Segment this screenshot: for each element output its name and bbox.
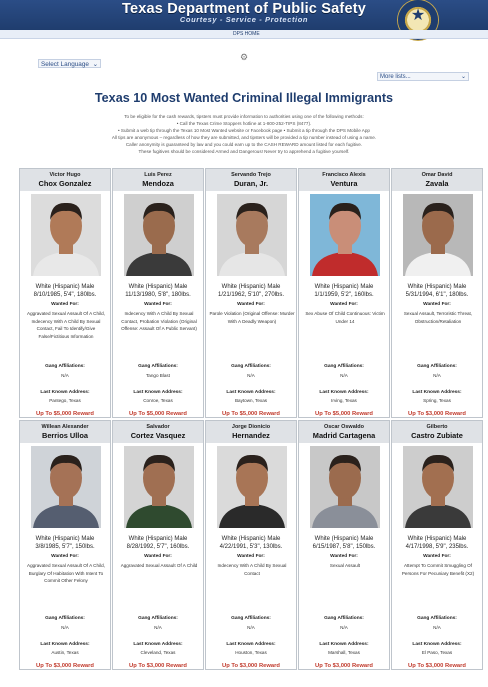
fugitive-description [20, 535, 110, 551]
intro-line: These fugitives should be considered Armed and Dangerous! Never try to apprehend a fugitive yourself. [138, 149, 350, 154]
fugitive-dob-height-weight: 11/13/1980, 5'8", 180lbs. [125, 292, 191, 298]
fugitive-race-sex: White (Hispanic) Male [221, 536, 281, 542]
reward-amount: Up To $5,000 Reward [36, 411, 94, 417]
gang-affiliations-label: Gang Affiliations: [45, 364, 85, 369]
wanted-for-text: Sexual Assault [329, 563, 361, 568]
fugitive-race-sex: White (Hispanic) Male [128, 536, 188, 542]
fugitive-description [206, 283, 296, 299]
more-lists-label: More lists... [380, 74, 411, 80]
wanted-for-label: Wanted For: [144, 554, 172, 559]
mugshot-portrait [310, 194, 380, 276]
fugitive-first-name[interactable]: Gilberto [426, 424, 448, 430]
intro-line: All tips are anonymous – regardless of how they are submitted, and tipsters will be provided a tip number instead of using a name. [111, 135, 377, 140]
select-language-label: Select Language [41, 61, 89, 68]
wanted-for-text: Aggravated Sexual Assault Of A Child, Indecency With A Child By Sexual Contact, Fail To Identify/Give False/Fictitious Information [27, 311, 105, 339]
fugitive-last-name[interactable]: Mendoza [142, 179, 174, 188]
gang-affiliations-value: N/A [154, 625, 162, 630]
last-known-address-label: Last Known Address: [40, 390, 90, 395]
fugitive-card[interactable] [112, 420, 204, 670]
gang-affiliations-value: N/A [340, 373, 348, 378]
gang-affiliations-value: N/A [433, 373, 441, 378]
fugitive-card[interactable] [205, 168, 297, 418]
reward-amount: Up To $5,000 Reward [222, 411, 280, 417]
fugitive-race-sex: White (Hispanic) Male [35, 284, 95, 290]
last-known-address-label: Last Known Address: [133, 642, 183, 647]
mugshot-portrait [403, 194, 473, 276]
last-known-address-label: Last Known Address: [412, 390, 462, 395]
wanted-for-text: Aggravated Sexual Assault Of A Child, Burglary Of Habitation With Intent To Commit Other Felony [27, 563, 105, 584]
last-known-address-value: Baytown, Texas [234, 398, 268, 403]
fugitive-photo[interactable] [310, 446, 380, 528]
fugitive-description [299, 535, 389, 551]
wanted-for-text: Sex Abuse Of Child Continuous: Victim Under 14 [305, 311, 385, 324]
wanted-for-label: Wanted For: [330, 554, 358, 559]
fugitive-dob-height-weight: 4/22/1991, 5'3", 130lbs. [219, 544, 283, 550]
fugitive-description [206, 535, 296, 551]
intro-line: Caller anonymity is guaranteed by law and you could earn up to the CASH REWARD amount listed for each fugitive. [125, 142, 363, 147]
gang-affiliations-label: Gang Affiliations: [417, 616, 457, 621]
wanted-for-label: Wanted For: [423, 302, 451, 307]
wanted-for-label: Wanted For: [51, 302, 79, 307]
mugshot-portrait [310, 446, 380, 528]
chevron-down-icon: ⌄ [460, 74, 466, 80]
fugitive-last-name[interactable]: Madrid Cartagena [312, 431, 376, 440]
fugitive-last-name[interactable]: Chox Gonzalez [38, 179, 92, 188]
mugshot-portrait [124, 194, 194, 276]
wanted-for-text: Indecency With A Child By Sexual Contact [217, 563, 287, 576]
fugitive-race-sex: White (Hispanic) Male [314, 284, 374, 290]
last-known-address-value: El Paso, Texas [421, 650, 453, 655]
mugshot-portrait [217, 446, 287, 528]
wanted-for-label: Wanted For: [144, 302, 172, 307]
fugitive-photo[interactable] [217, 194, 287, 276]
fugitive-first-name[interactable]: Oscar Oswaldo [323, 424, 365, 430]
fugitive-last-name[interactable]: Cortez Vasquez [130, 431, 186, 440]
site-title[interactable]: Texas Department of Public Safety [121, 1, 367, 17]
fugitive-card[interactable] [298, 168, 390, 418]
fugitive-card[interactable] [391, 420, 483, 670]
reward-amount: Up To $5,000 Reward [129, 411, 187, 417]
fugitive-first-name[interactable]: Omar David [421, 172, 453, 178]
mugshot-portrait [217, 194, 287, 276]
wanted-for-label: Wanted For: [423, 554, 451, 559]
gang-affiliations-label: Gang Affiliations: [138, 616, 178, 621]
nav-dps-home-link[interactable]: DPS HOME [233, 31, 260, 37]
wanted-for-label: Wanted For: [237, 302, 265, 307]
fugitive-photo[interactable] [403, 194, 473, 276]
fugitive-first-name[interactable]: Servando Trejo [231, 172, 271, 178]
gang-affiliations-label: Gang Affiliations: [138, 364, 178, 369]
fugitive-description [299, 283, 389, 299]
gang-affiliations-value: N/A [433, 625, 441, 630]
reward-amount: Up To $3,000 Reward [408, 663, 466, 669]
fugitive-first-name[interactable]: Willean Alexander [41, 424, 89, 430]
reward-amount: Up To $3,000 Reward [408, 411, 466, 417]
last-known-address-value: Irving, Texas [331, 398, 357, 403]
fugitive-race-sex: White (Hispanic) Male [128, 284, 188, 290]
gang-affiliations-label: Gang Affiliations: [45, 616, 85, 621]
last-known-address-label: Last Known Address: [40, 642, 90, 647]
last-known-address-label: Last Known Address: [412, 642, 462, 647]
fugitive-last-name[interactable]: Hernandez [232, 431, 270, 440]
fugitive-card[interactable] [391, 168, 483, 418]
fugitive-description [113, 535, 203, 551]
fugitive-dob-height-weight: 1/21/1962, 5'10", 270lbs. [218, 292, 284, 298]
last-known-address-value: Pantego, Texas [49, 398, 81, 403]
gang-affiliations-label: Gang Affiliations: [324, 616, 364, 621]
fugitive-first-name[interactable]: Luis Perez [144, 172, 172, 178]
fugitive-card[interactable] [112, 168, 204, 418]
fugitive-dob-height-weight: 3/8/1985, 5'7", 150lbs. [35, 544, 95, 550]
fugitive-dob-height-weight: 8/10/1985, 5'4", 180lbs. [33, 292, 97, 298]
gang-affiliations-value: N/A [61, 625, 69, 630]
fugitive-race-sex: White (Hispanic) Male [407, 284, 467, 290]
fugitive-race-sex: White (Hispanic) Male [407, 536, 467, 542]
gang-affiliations-value: Tango Blast [145, 373, 170, 378]
wanted-for-label: Wanted For: [237, 554, 265, 559]
intro-line: • Call the Texas Crime Stoppers hotline at 1-800-252-TIPS (8477). [176, 121, 312, 126]
fugitive-last-name[interactable]: Zavala [425, 179, 449, 188]
fugitive-first-name[interactable]: Francisco Alexis [322, 172, 366, 178]
last-known-address-value: Houston, Texas [235, 650, 267, 655]
gang-affiliations-label: Gang Affiliations: [231, 364, 271, 369]
fugitive-description [113, 283, 203, 299]
fugitive-description [392, 535, 482, 551]
reward-amount: Up To $5,000 Reward [315, 411, 373, 417]
more-lists-dropdown[interactable] [377, 72, 469, 81]
fugitive-first-name[interactable]: Victor Hugo [49, 172, 81, 178]
wanted-for-text: Parole Violation (Original Offense: Murder With A Deadly Weapon) [209, 311, 295, 324]
fugitive-last-name[interactable]: Duran, Jr. [233, 179, 269, 188]
fugitive-first-name[interactable]: Jorge Dionicio [231, 424, 271, 430]
chevron-down-icon: ⌄ [92, 61, 98, 68]
fugitive-photo[interactable] [31, 446, 101, 528]
fugitive-dob-height-weight: 5/31/1994, 6'1", 180lbs. [405, 292, 469, 298]
fugitive-dob-height-weight: 6/15/1987, 5'8", 150lbs. [312, 544, 376, 550]
fugitive-race-sex: White (Hispanic) Male [221, 284, 281, 290]
fugitive-photo[interactable] [310, 194, 380, 276]
gang-affiliations-value: N/A [247, 373, 255, 378]
wanted-for-label: Wanted For: [51, 554, 79, 559]
reward-amount: Up To $3,000 Reward [222, 663, 280, 669]
fugitive-last-name[interactable]: Berrios Ulloa [41, 431, 88, 440]
last-known-address-label: Last Known Address: [319, 390, 369, 395]
last-known-address-value: Austin, Texas [51, 650, 79, 655]
fugitive-card[interactable] [205, 420, 297, 670]
reward-amount: Up To $3,000 Reward [36, 663, 94, 669]
last-known-address-label: Last Known Address: [319, 642, 369, 647]
last-known-address-label: Last Known Address: [226, 642, 276, 647]
fugitive-race-sex: White (Hispanic) Male [35, 536, 95, 542]
fugitive-dob-height-weight: 1/1/1959, 5'2", 160lbs. [314, 292, 374, 298]
fugitive-photo[interactable] [31, 194, 101, 276]
fugitive-card[interactable] [298, 420, 390, 670]
gang-affiliations-label: Gang Affiliations: [417, 364, 457, 369]
gang-affiliations-value: N/A [61, 373, 69, 378]
fugitive-first-name[interactable]: Salvador [146, 424, 170, 430]
fugitive-photo[interactable] [124, 446, 194, 528]
fugitive-description [20, 283, 110, 299]
gang-affiliations-label: Gang Affiliations: [231, 616, 271, 621]
gang-affiliations-value: N/A [247, 625, 255, 630]
page-title: Texas 10 Most Wanted Criminal Illegal Immigrants [94, 91, 394, 105]
site-tagline: Courtesy - Service - Protection [179, 15, 309, 24]
fugitive-race-sex: White (Hispanic) Male [314, 536, 374, 542]
last-known-address-value: Spring, Texas [423, 398, 451, 403]
mugshot-portrait [403, 446, 473, 528]
mugshot-portrait [31, 194, 101, 276]
fugitive-photo[interactable] [124, 194, 194, 276]
mugshot-portrait [31, 446, 101, 528]
mugshot-portrait [124, 446, 194, 528]
wanted-for-label: Wanted For: [330, 302, 358, 307]
last-known-address-value: Conroe, Texas [143, 398, 173, 403]
reward-amount: Up To $3,000 Reward [129, 663, 187, 669]
fugitive-dob-height-weight: 8/28/1992, 5'7", 160lbs. [126, 544, 190, 550]
intro-text [60, 113, 428, 155]
last-known-address-value: Cleveland, Texas [140, 650, 176, 655]
last-known-address-label: Last Known Address: [133, 390, 183, 395]
wanted-for-text: Indecency With A Child By Sexual Contact, Probation Violation (Original Offense: Assault Of A Public Servant) [121, 311, 197, 332]
fugitive-last-name[interactable]: Ventura [330, 179, 358, 188]
intro-line: To be eligible for the cash rewards, tipsters must provide information to authorities using one of the following methods: [124, 114, 364, 119]
intro-line: • Submit a web tip through the Texas 10 Most Wanted website or Facebook page • Submit a tip through the DPS Mobile App [118, 128, 370, 133]
wanted-for-text: Aggravated Sexual Assault Of A Child [120, 563, 198, 568]
fugitive-photo[interactable] [217, 446, 287, 528]
gang-affiliations-value: N/A [340, 625, 348, 630]
fugitive-card[interactable] [19, 420, 111, 670]
reward-amount: Up To $3,000 Reward [315, 663, 373, 669]
select-language-dropdown[interactable] [38, 59, 101, 68]
wanted-for-text: Attempt To Commit Smuggling Of Persons For Pecuniary Benefit (X2) [401, 563, 475, 576]
wanted-for-text: Sexual Assault, Terroristic Threat, Obstruction/Retaliation [403, 311, 473, 324]
last-known-address-label: Last Known Address: [226, 390, 276, 395]
fugitive-dob-height-weight: 4/17/1998, 5'9", 235lbs. [405, 544, 469, 550]
settings-gear-icon[interactable]: ⚙ [240, 52, 249, 62]
fugitive-description [392, 283, 482, 299]
fugitive-card[interactable] [19, 168, 111, 418]
fugitive-photo[interactable] [403, 446, 473, 528]
gang-affiliations-label: Gang Affiliations: [324, 364, 364, 369]
fugitive-last-name[interactable]: Castro Zubiate [411, 431, 463, 440]
dps-seal-icon[interactable]: ★ [398, 0, 438, 40]
last-known-address-value: Marshall, Texas [328, 650, 360, 655]
